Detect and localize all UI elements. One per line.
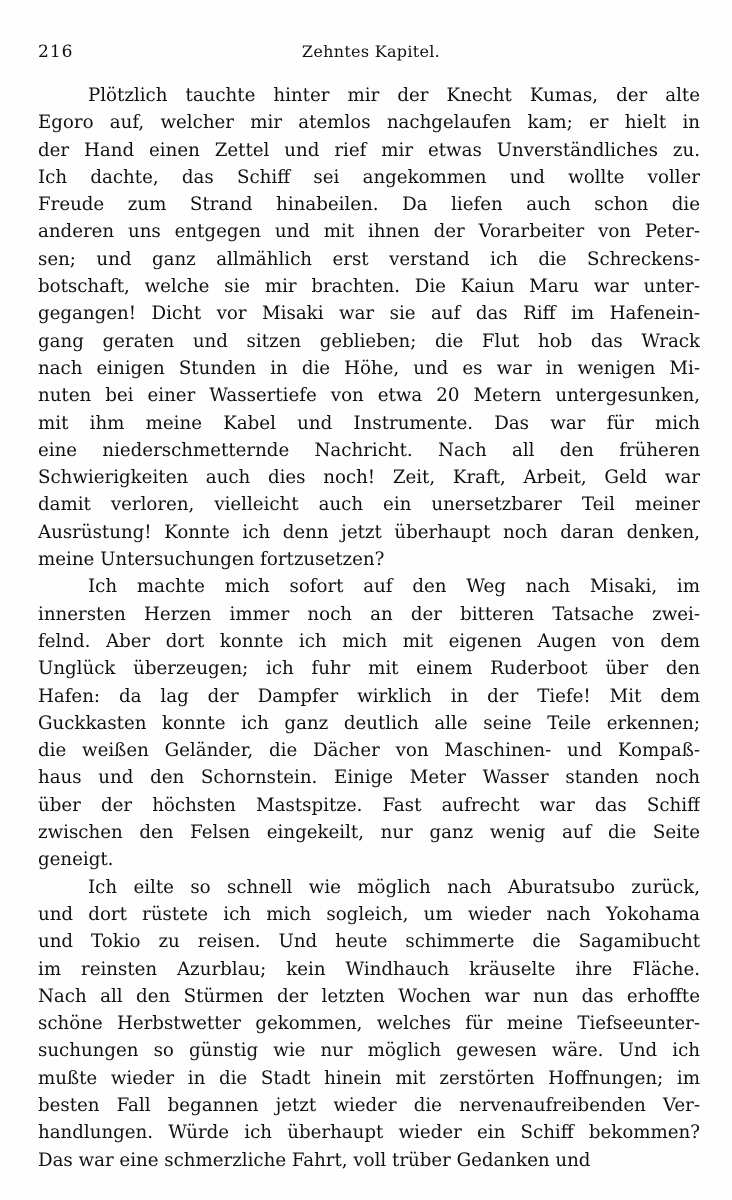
text-line: die weißen Geländer, die Dächer von Maschinen- und Kompaß- [38, 740, 700, 762]
text-line: Plötzlich tauchte hinter mir der Knecht Kumas, der alte [88, 85, 700, 106]
text-line: Nach all den Stürmen der letzten Wochen war nun das erhoffte [38, 985, 700, 1007]
text-line: sen; und ganz allmählich erst verstand ich die Schreckens- [38, 248, 700, 270]
text-line: Ich machte mich sofort auf den Weg nach Misaki, im [88, 576, 700, 598]
text-line: nach einigen Stunden in die Höhe, und es war in wenigen Mi- [38, 357, 700, 379]
text-line: Guckkasten konnte ich ganz deutlich alle seine Teile erkennen; [38, 712, 700, 734]
paragraph [38, 82, 700, 573]
text-line: gang geraten und sitzen geblieben; die Flut hob das Wrack [38, 330, 700, 352]
text-line: Ich dachte, das Schiff sei angekommen und wollte voller [38, 166, 700, 188]
text-line: meine Untersuchungen fortzusetzen? [38, 549, 385, 571]
text-line: damit verloren, vielleicht auch ein unersetzbarer Teil meiner [38, 494, 700, 516]
text-line: Unglück überzeugen; ich fuhr mit einem Ruderboot über den [38, 658, 700, 680]
text-line: nuten bei einer Wassertiefe von etwa 20 Metern untergesunken, [38, 385, 700, 407]
text-line: suchungen so günstig wie nur möglich gewesen wäre. Und ich [38, 1040, 700, 1062]
text-line: Ausrüstung! Konnte ich denn jetzt überhaupt noch daran denken, [38, 521, 700, 543]
text-line: gegangen! Dicht vor Misaki war sie auf das Riff im Hafenein- [38, 303, 700, 325]
text-line: Das war eine schmerzliche Fahrt, voll trüber Gedanken und [38, 1149, 591, 1171]
text-line: Schwierigkeiten auch dies noch! Zeit, Kraft, Arbeit, Geld war [38, 467, 700, 489]
text-line: der Hand einen Zettel und rief mir etwas Unverständliches zu. [38, 139, 700, 161]
running-head: Zehntes Kapitel. [301, 42, 441, 61]
text-line: anderen uns entgegen und mit ihnen der Vorarbeiter von Peter- [38, 221, 700, 243]
text-line: haus und den Schornstein. Einige Meter Wasser standen noch [38, 767, 700, 789]
text-line: und Tokio zu reisen. Und heute schimmerte die Sagamibucht [38, 931, 700, 953]
body-text [38, 82, 700, 1174]
text-line: Ich eilte so schnell wie möglich nach Aburatsubo zurück, [88, 876, 700, 898]
text-line: Egoro auf, welcher mir atemlos nachgelaufen kam; er hielt in [38, 112, 700, 134]
text-line: mußte wieder in die Stadt hinein mit zerstörten Hoffnungen; im [38, 1067, 700, 1089]
text-line: mit ihm meine Kabel und Instrumente. Das war für mich [38, 412, 700, 434]
text-line: schöne Herbstwetter gekommen, welches für meine Tiefseeunter- [38, 1013, 700, 1035]
text-line: geneigt. [38, 849, 114, 871]
text-line: felnd. Aber dort konnte ich mich mit eigenen Augen von dem [38, 630, 700, 652]
text-line: botschaft, welche sie mir brachten. Die Kaiun Maru war unter- [38, 276, 700, 298]
text-line: innersten Herzen immer noch an der bitteren Tatsache zwei- [38, 603, 700, 625]
text-line: eine niederschmetternde Nachricht. Nach all den früheren [38, 439, 700, 461]
text-line: Hafen: da lag der Dampfer wirklich in der Tiefe! Mit dem [38, 685, 700, 707]
text-line: besten Fall begannen jetzt wieder die nervenaufreibenden Ver- [38, 1094, 700, 1116]
page-header [38, 42, 704, 66]
text-line: Freude zum Strand hinabeilen. Da liefen auch schon die [38, 194, 700, 216]
text-line: im reinsten Azurblau; kein Windhauch kräuselte ihre Fläche. [38, 958, 700, 980]
paragraph [38, 874, 700, 1174]
text-line: über der höchsten Mastspitze. Fast aufrecht war das Schiff [38, 794, 700, 816]
text-line: zwischen den Felsen eingekeilt, nur ganz wenig auf die Seite [38, 822, 700, 844]
text-line: und dort rüstete ich mich sogleich, um wieder nach Yokohama [38, 903, 700, 925]
page-number: 216 [38, 42, 74, 62]
paragraph [38, 573, 700, 873]
text-line: handlungen. Würde ich überhaupt wieder ein Schiff bekommen? [38, 1122, 700, 1144]
